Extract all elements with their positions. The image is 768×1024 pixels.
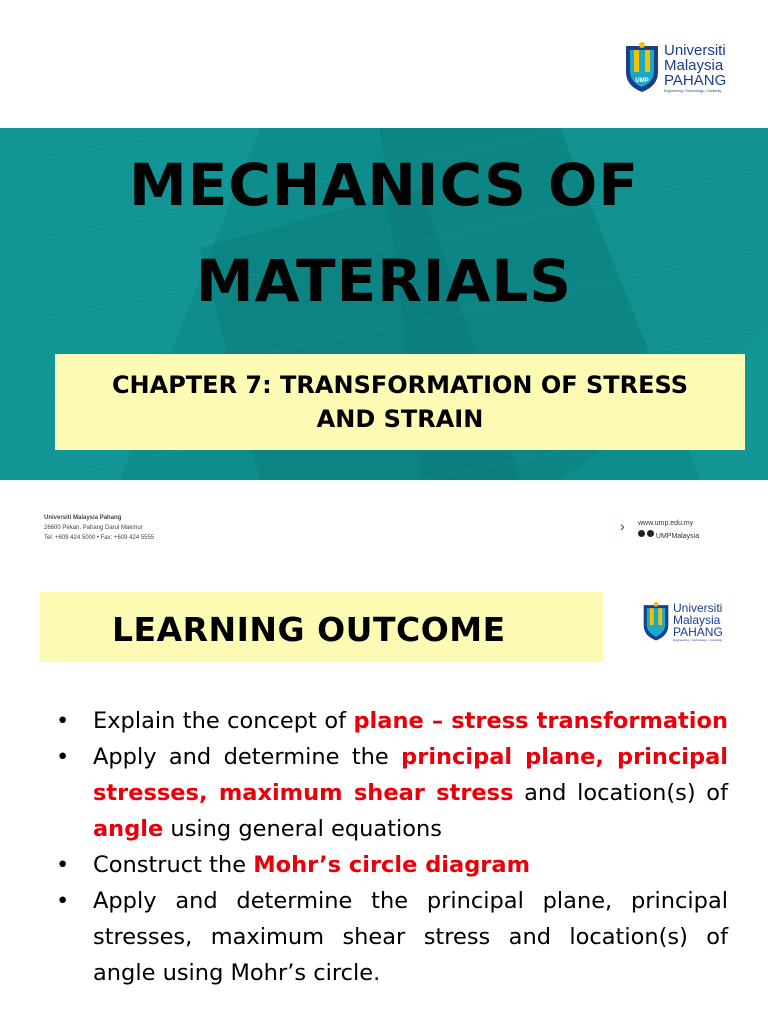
social-icons — [638, 530, 654, 542]
ump-logo-small — [642, 602, 723, 642]
list-item — [56, 703, 728, 739]
facebook-icon — [638, 530, 645, 537]
bullet-text: Apply and determine the principal plane, principal stresses, maximum shear stress and location(s) of angle using Mohr’s circle. — [93, 888, 728, 986]
learning-outcomes-list — [56, 703, 728, 991]
ump-logo — [624, 42, 726, 94]
footer-social[interactable]: UMPMalaysia — [655, 532, 700, 540]
bullet-highlight: plane – stress transformation — [353, 708, 728, 734]
logo-line-3: PAHANG — [673, 625, 723, 639]
course-title-line-1: MECHANICS OF — [129, 151, 639, 219]
bullet-text: using general equations — [163, 816, 443, 842]
instagram-icon — [647, 530, 654, 537]
footer-street: 26600 Pekan, Pahang Darul Makmur — [44, 525, 143, 531]
logo-line-2: Malaysia — [664, 56, 724, 74]
bullet-highlight: principal plane, principal stresses, maximum shear stress — [93, 744, 728, 806]
bullet-dot: • — [56, 852, 70, 878]
bullet-text: Explain the concept of — [93, 708, 354, 734]
footer-website[interactable]: www.ump.edu.my — [638, 520, 694, 527]
bullet-dot: • — [56, 888, 70, 914]
logo-tagline: Engineering • Technology • Creativity — [673, 638, 723, 642]
learning-outcome-heading: LEARNING OUTCOME — [112, 610, 506, 649]
svg-text:UMP: UMP — [635, 78, 649, 84]
footer-address — [44, 513, 154, 543]
logo-line-1: Universiti — [664, 41, 726, 59]
logo-tagline: Engineering • Technology • Creativity — [664, 88, 722, 93]
footer-org: Universiti Malaysia Pahang — [44, 515, 122, 521]
ump-shield-icon — [642, 602, 670, 642]
bullet-text: Apply and determine the — [93, 744, 402, 770]
bullet-dot: • — [56, 708, 70, 734]
bullet-text: and location(s) of — [513, 780, 728, 806]
bullet-dot: • — [56, 744, 70, 770]
list-item — [56, 739, 728, 847]
chapter-box — [55, 354, 745, 450]
logo-line-3: PAHANG — [664, 71, 727, 89]
footer-contact — [638, 518, 699, 543]
course-title-line-2: MATERIALS — [195, 247, 573, 315]
footer-phone: Tel: +609 424 5000 • Fax: +609 424 5555 — [44, 535, 155, 541]
logo-line-1: Universiti — [673, 601, 723, 615]
logo-line-2: Malaysia — [673, 613, 721, 627]
list-item — [56, 883, 728, 991]
title-slide — [0, 0, 768, 480]
bullet-highlight: Mohr’s circle diagram — [253, 852, 531, 878]
chapter-title: CHAPTER 7: TRANSFORMATION OF STRESS AND STRAIN — [111, 371, 689, 433]
bullet-text: Construct the — [93, 852, 254, 878]
bullet-highlight: angle — [93, 816, 164, 842]
list-item — [56, 847, 728, 883]
chevron-right-icon: › — [620, 518, 625, 534]
ump-shield-icon — [624, 42, 660, 94]
